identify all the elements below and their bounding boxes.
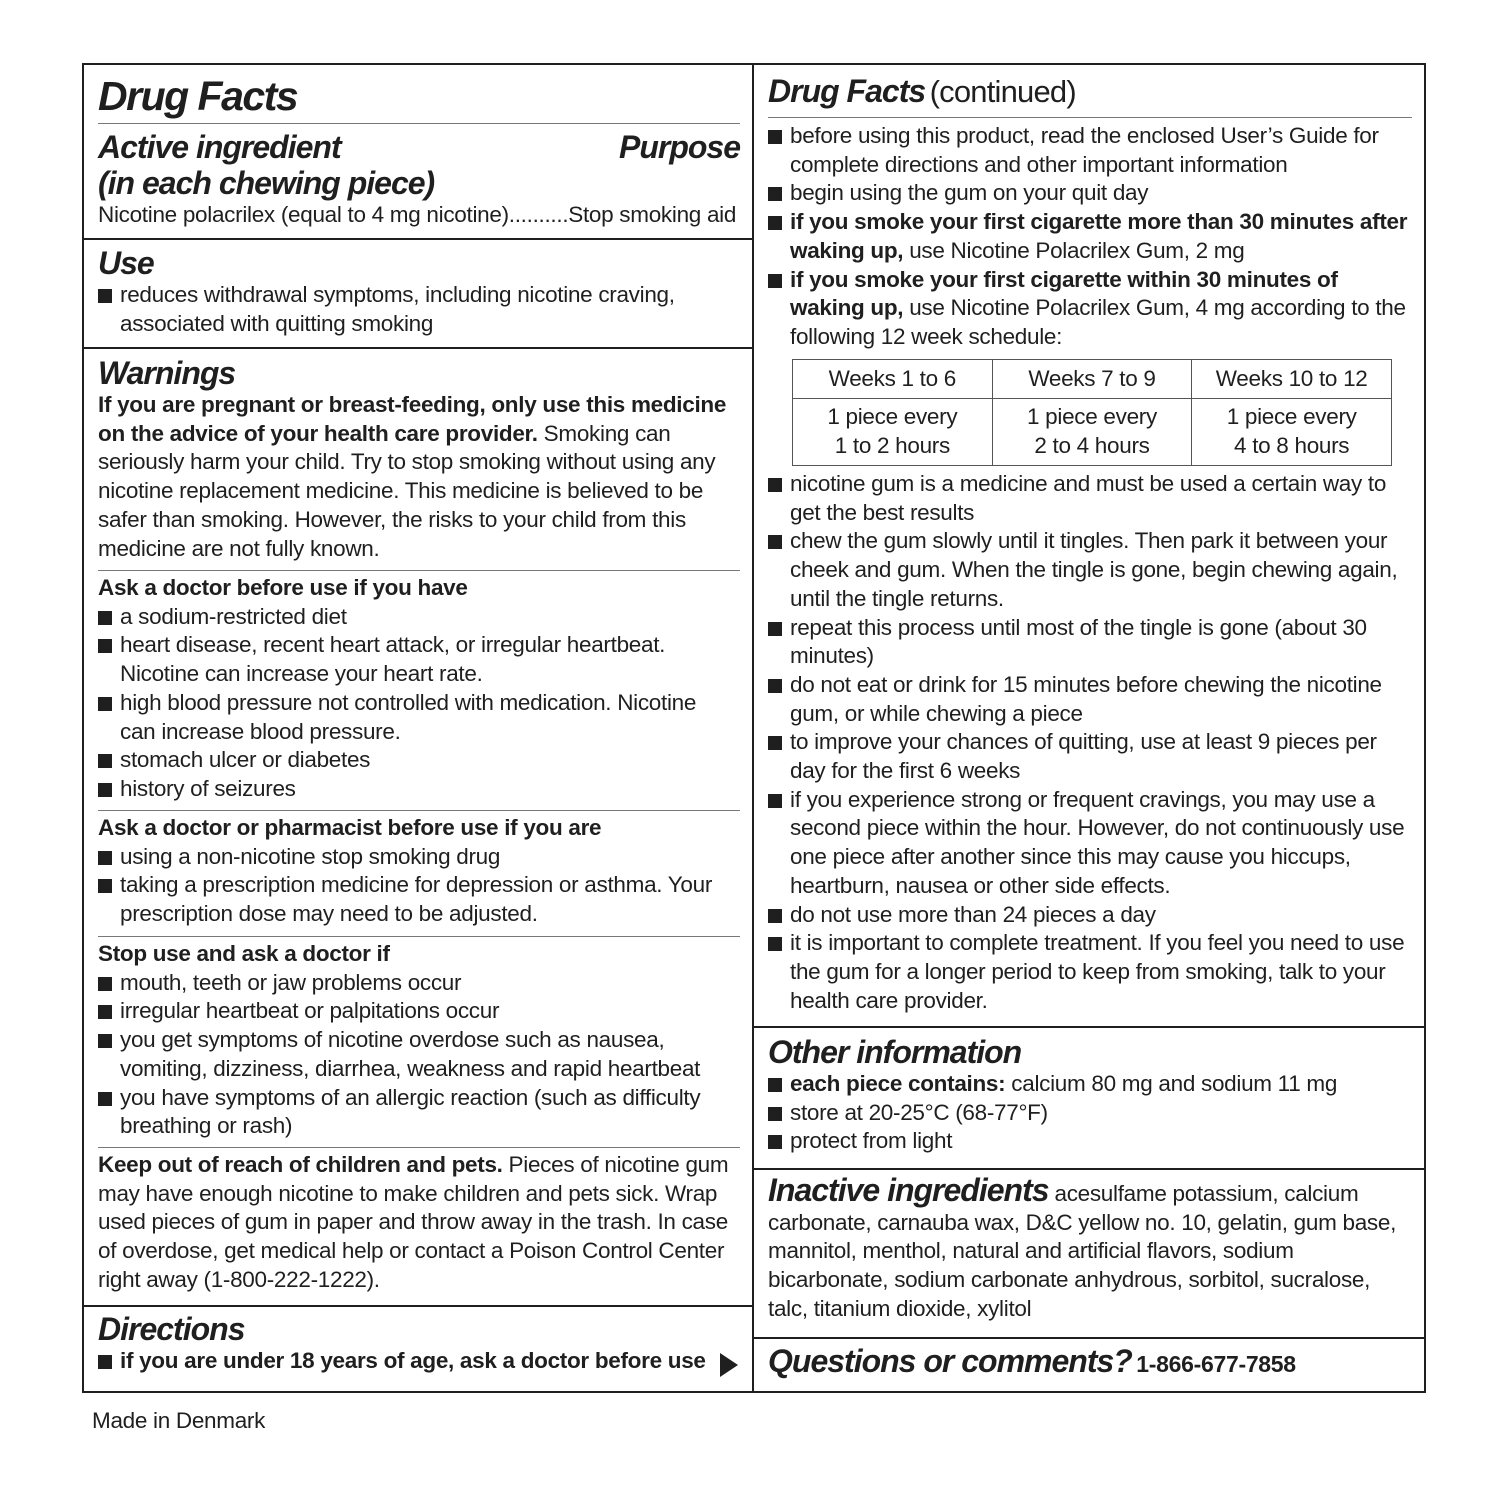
list-item-bold: each piece contains: xyxy=(790,1071,1006,1096)
schedule-header-row xyxy=(793,360,1392,399)
schedule-cell-line: 1 piece every xyxy=(1226,404,1357,430)
list-item-text: before using this product, read the enclosed User’s Guide for complete directions and other important information xyxy=(790,123,1379,177)
list-item xyxy=(768,1099,1412,1128)
section-divider xyxy=(754,1337,1424,1339)
keep-out-section xyxy=(84,1151,752,1295)
list-item: stomach ulcer or diabetes xyxy=(98,746,734,775)
list-item: to improve your chances of quitting, use at least 9 pieces per day for the first 6 weeks xyxy=(768,728,1412,785)
directions-heading: Directions xyxy=(98,1311,245,1347)
list-item: heart disease, recent heart attack, or irregular heartbeat. Nicotine can increase your heart rate. xyxy=(98,631,734,688)
list-item-text: protect from light xyxy=(790,1128,953,1154)
schedule-row xyxy=(793,399,1392,466)
keep-out-text: Pieces of nicotine gum may have enough nicotine to make children and pets sick. Wrap used pieces of gum in paper and throw away in the trash. In case of overdose, get medical help or contact a Poison Control Center right away (1-800-222-1222). xyxy=(98,1152,729,1292)
list-item xyxy=(768,179,1412,208)
active-ingredient-subheading: (in each chewing piece) xyxy=(98,165,435,201)
list-item-text: use Nicotine Polacrilex Gum, 2 mg xyxy=(903,237,1245,263)
schedule-header-cell: Weeks 7 to 9 xyxy=(992,360,1192,399)
list-item-text: calcium 80 mg and sodium 11 mg xyxy=(1005,1071,1338,1096)
section-divider xyxy=(754,1168,1424,1170)
list-item: you get symptoms of nicotine overdose such as nausea, vomiting, dizziness, diarrhea, weakness and rapid heartbeat xyxy=(98,1026,734,1083)
list-item: nicotine gum is a medicine and must be used a certain way to get the best results xyxy=(768,470,1412,527)
divider xyxy=(98,936,740,937)
directions-continued-bottom xyxy=(754,470,1424,1015)
divider xyxy=(98,1147,740,1148)
list-item: if you experience strong or frequent cravings, you may use a second piece within the hour. However, do not continuously use one piece after another since this may cause you hiccups, heartburn, nausea or other side effects. xyxy=(768,786,1412,901)
section-divider xyxy=(754,1026,1424,1028)
section-divider xyxy=(84,1305,752,1307)
use-heading: Use xyxy=(98,245,154,281)
list-item-bold: if you smoke your first cigarette within 30 minutes of waking up, xyxy=(790,266,1338,321)
list-item: taking a prescription medicine for depression or asthma. Your prescription dose may need to be adjusted. xyxy=(98,871,734,928)
dosing-schedule-table xyxy=(792,359,1392,466)
questions-section xyxy=(768,1343,1296,1379)
warnings-section xyxy=(84,355,752,563)
section-divider xyxy=(84,347,752,349)
schedule-cell xyxy=(1192,399,1392,466)
drug-facts-right-panel xyxy=(752,63,1426,1393)
list-item xyxy=(768,1127,1412,1156)
continued-arrow-icon xyxy=(720,1353,738,1377)
schedule-cell xyxy=(992,399,1192,466)
pregnancy-warning xyxy=(98,391,734,563)
use-section xyxy=(84,245,752,338)
list-item: chew the gum slowly until it tingles. Then park it between your cheek and gum. When the tingle is gone, begin chewing again, until the tingle returns. xyxy=(768,527,1412,613)
list-item xyxy=(768,122,1412,179)
list-item: history of seizures xyxy=(98,775,734,804)
inactive-ingredients xyxy=(768,1172,1412,1324)
schedule-cell-line: 4 to 8 hours xyxy=(1234,433,1350,458)
directions-item: if you are under 18 years of age, ask a doctor before use xyxy=(98,1347,734,1376)
other-information-section xyxy=(754,1034,1424,1156)
inactive-ingredients-text: acesulfame potassium, calcium carbonate, carnauba wax, D&C yellow no. 10, gelatin, gum base, mannitol, menthol, natural and artificial flavors, sodium bicarbonate, sodium carbonate anhydrous, sorbitol, sucralose, talc, titanium dioxide, xylitol xyxy=(768,1181,1397,1321)
drug-facts-title: Drug Facts xyxy=(98,73,298,119)
active-ingredient-line: Nicotine polacrilex (equal to 4 mg nicotine)..........Stop smoking aid xyxy=(98,202,737,227)
divider xyxy=(98,570,740,571)
schedule-header-cell: Weeks 1 to 6 xyxy=(793,360,993,399)
keep-out-bold: Keep out of reach of children and pets. xyxy=(98,1152,503,1177)
warnings-heading: Warnings xyxy=(98,355,236,391)
ask-pharmacist-section xyxy=(84,814,752,929)
list-item-bold: if you smoke your first cigarette more than 30 minutes after waking up, xyxy=(790,209,1408,263)
inactive-ingredients-section xyxy=(754,1172,1424,1324)
divider xyxy=(98,123,740,124)
stop-use-heading: Stop use and ask a doctor if xyxy=(98,941,390,966)
pregnancy-warning-text: Smoking can seriously harm your child. Try to stop smoking without using any nicotine replacement medicine. This medicine is believed to be safer than smoking. However, the risks to your child from this medicine are not fully known. xyxy=(98,420,716,561)
list-item: irregular heartbeat or palpitations occur xyxy=(98,997,734,1026)
list-item: using a non-nicotine stop smoking drug xyxy=(98,843,734,872)
directions-section xyxy=(84,1311,752,1376)
stop-use-section xyxy=(84,940,752,1141)
directions-continued-top xyxy=(754,122,1424,352)
schedule-header-cell: Weeks 10 to 12 xyxy=(1192,360,1392,399)
schedule-cell-line: 1 piece every xyxy=(1027,404,1157,430)
list-item: do not use more than 24 pieces a day xyxy=(768,901,1412,930)
ask-pharmacist-heading: Ask a doctor or pharmacist before use if you are xyxy=(98,815,602,840)
list-item xyxy=(768,1070,1412,1099)
continued-title xyxy=(768,73,1076,110)
list-item xyxy=(768,266,1412,352)
continued-title-suffix: (continued) xyxy=(929,74,1076,109)
ask-doctor-section xyxy=(84,574,752,804)
list-item: high blood pressure not controlled with medication. Nicotine can increase blood pressure. xyxy=(98,689,734,746)
section-divider xyxy=(84,238,752,240)
other-information-heading: Other information xyxy=(768,1034,1022,1070)
list-item-text: begin using the gum on your quit day xyxy=(790,180,1149,206)
schedule-cell-line: 1 piece every xyxy=(827,404,958,430)
list-item-text: store at 20-25°C (68-77°F) xyxy=(790,1099,1048,1125)
divider xyxy=(768,117,1412,118)
ask-doctor-heading: Ask a doctor before use if you have xyxy=(98,575,468,600)
divider xyxy=(98,810,740,811)
schedule-cell-line: 2 to 4 hours xyxy=(1034,433,1150,458)
list-item xyxy=(768,208,1412,265)
inactive-ingredients-heading: Inactive ingredients xyxy=(768,1172,1049,1208)
questions-phone: 1-866-677-7858 xyxy=(1136,1351,1296,1377)
made-in-note: Made in Denmark xyxy=(92,1408,266,1433)
list-item: mouth, teeth or jaw problems occur xyxy=(98,969,734,998)
continued-title-main: Drug Facts xyxy=(768,73,926,109)
schedule-cell-line: 1 to 2 hours xyxy=(834,433,950,458)
questions-heading: Questions or comments? xyxy=(768,1343,1132,1379)
list-item: do not eat or drink for 15 minutes before chewing the nicotine gum, or while chewing a piece xyxy=(768,671,1412,728)
pregnancy-warning-bold: If you are pregnant or breast-feeding, only use this medicine on the advice of your health care provider. xyxy=(98,392,727,446)
list-item-text: use Nicotine Polacrilex Gum, 4 mg according to the following 12 week schedule: xyxy=(790,295,1406,349)
keep-out-warning xyxy=(98,1151,734,1295)
drug-facts-left-panel xyxy=(82,63,754,1393)
list-item: you have symptoms of an allergic reaction (such as difficulty breathing or rash) xyxy=(98,1084,734,1141)
purpose-heading: Purpose xyxy=(618,129,740,165)
list-item: it is important to complete treatment. If you feel you need to use the gum for a longer period to keep from smoking, talk to your health care provider. xyxy=(768,929,1412,1015)
use-item: reduces withdrawal symptoms, including nicotine craving, associated with quitting smoking xyxy=(98,281,734,338)
list-item: a sodium-restricted diet xyxy=(98,603,734,632)
schedule-cell xyxy=(793,399,993,466)
list-item: repeat this process until most of the tingle is gone (about 30 minutes) xyxy=(768,614,1412,671)
active-ingredient-heading: Active ingredient xyxy=(98,129,341,165)
